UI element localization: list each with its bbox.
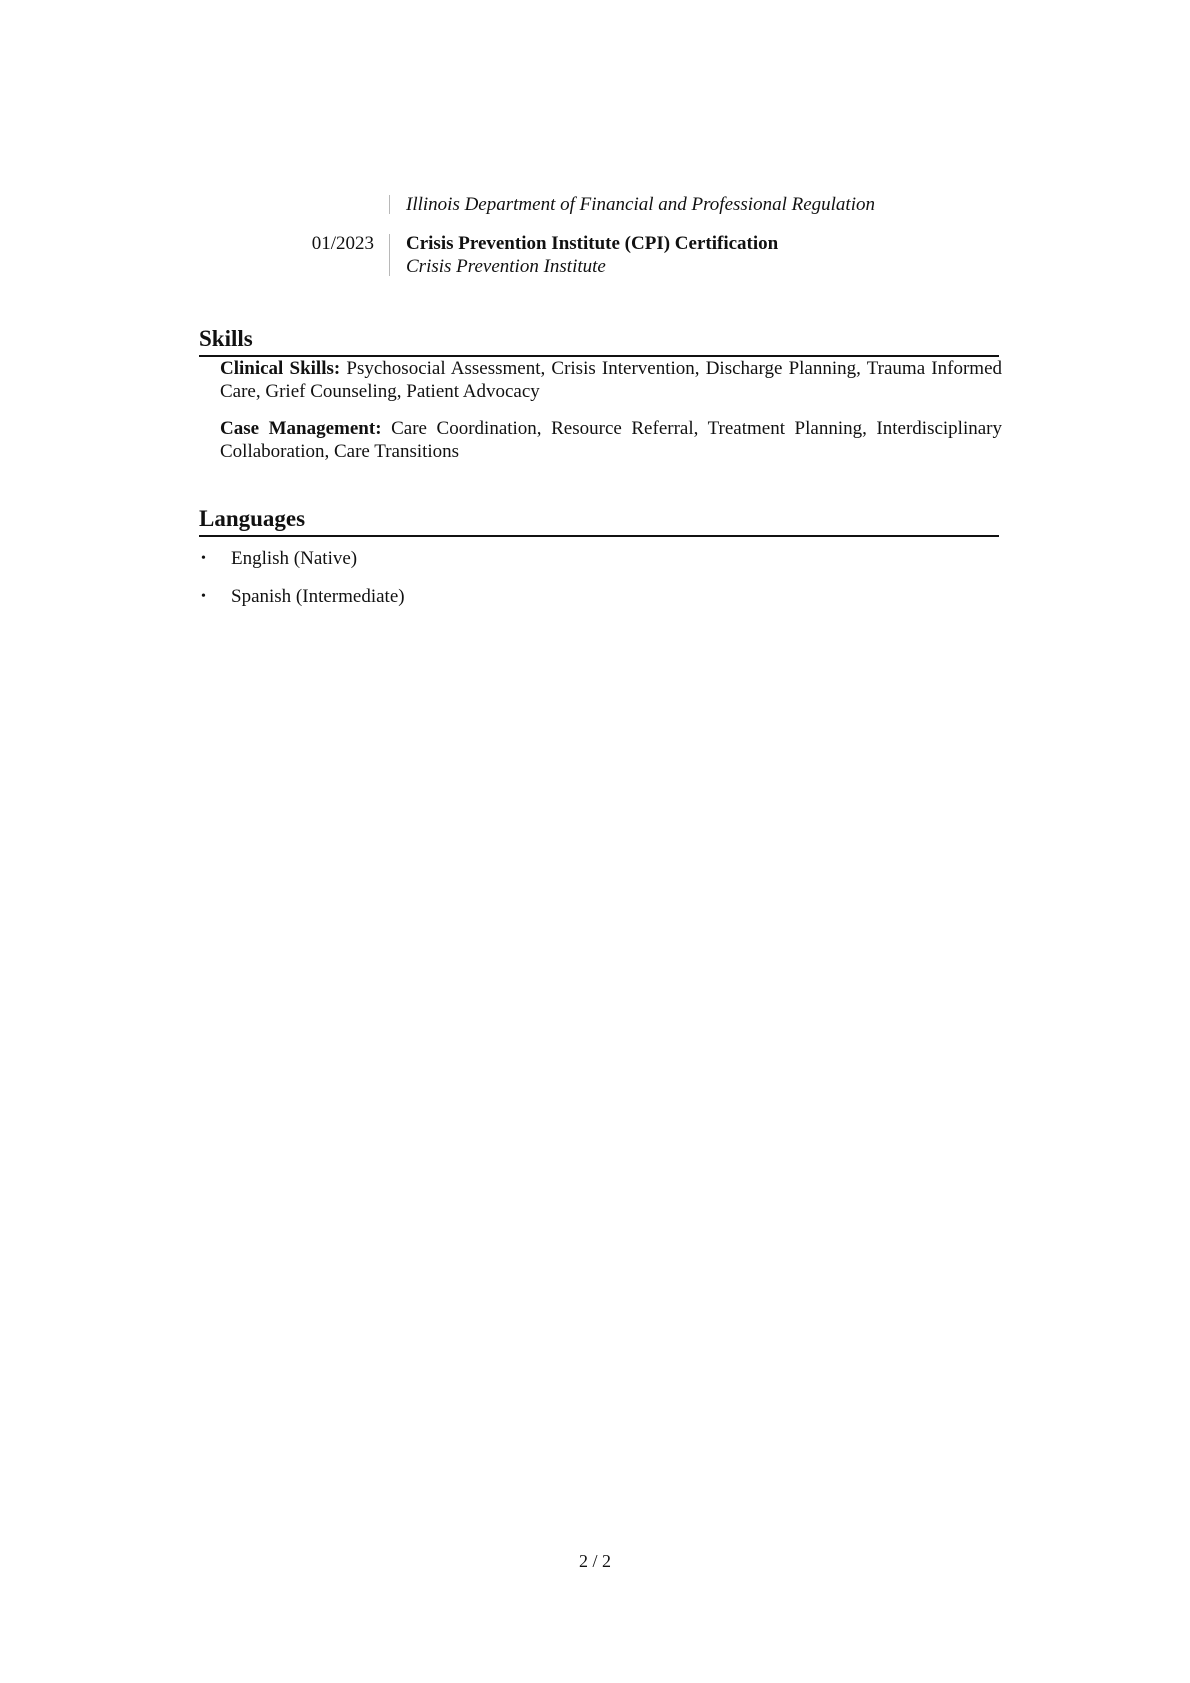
resume-page-content [199,193,1003,608]
skill-group-text: Care Coordination, Resource Referral, Treatment Planning, Interdisciplinary Collaboration, Care Transitions [220,418,1003,462]
page-number: 2 / 2 [578,1551,611,1571]
certification-title: Crisis Prevention Institute (CPI) Certification [406,233,779,254]
certification-org: Illinois Department of Financial and Professional Regulation [406,194,875,215]
skill-group-label: Case Management: [220,418,382,439]
bullet-icon: • [201,589,206,604]
skill-group-label: Clinical Skills: [220,358,341,379]
certification-body [390,232,778,278]
bullet-icon: • [201,551,206,566]
skill-group-case-management [220,417,1002,463]
languages-section [199,505,999,608]
certification-org: Crisis Prevention Institute [406,256,606,277]
certification-date [199,193,389,216]
certification-body [390,193,875,216]
list-item [199,547,999,570]
languages-heading: Languages [199,505,999,537]
skill-group-text: Psychosocial Assessment, Crisis Intervention, Discharge Planning, Trauma Informed Care, Grief Counseling, Patient Advocacy [220,358,1003,402]
certification-entry [199,193,999,216]
skills-heading: Skills [199,325,999,357]
list-item [199,585,999,608]
skill-group-clinical [220,357,1002,403]
certification-date: 01/2023 [311,233,374,254]
certification-entry [199,232,999,278]
certifications-list [199,193,999,278]
language-text: English (Native) [231,548,358,569]
language-text: Spanish (Intermediate) [231,586,405,607]
languages-list [199,547,999,608]
skills-section [199,325,1003,463]
